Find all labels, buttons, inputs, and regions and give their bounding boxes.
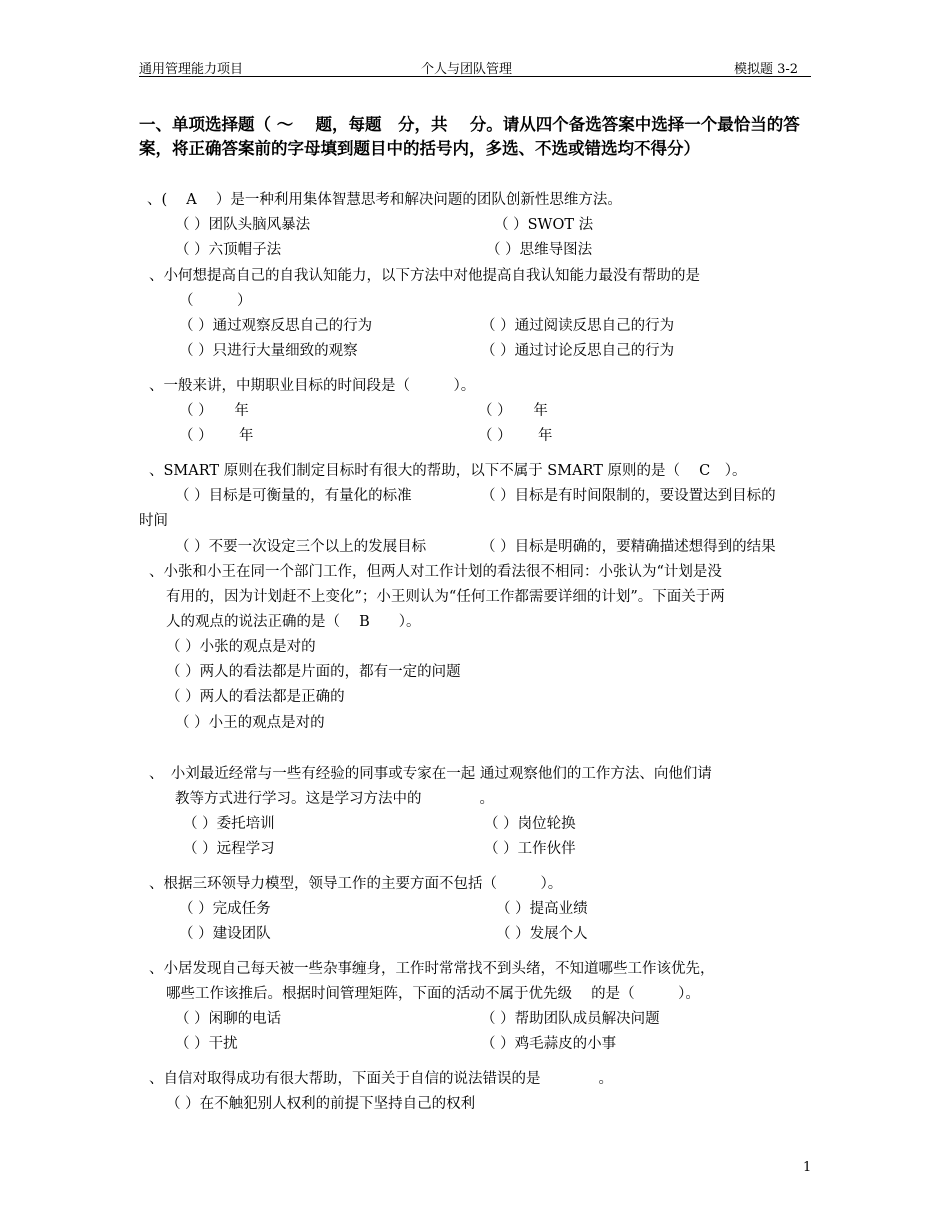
option-a: （ ）完成任务 (179, 901, 271, 917)
option-c: （ ）不要一次设定三个以上的发展目标 (175, 539, 427, 555)
option-a: （ ）在不触犯别人权利的前提下坚持自己的权利 (166, 1096, 476, 1112)
question-stem-cont: 人的观点的说法正确的是（ B ）。 (166, 614, 421, 630)
option-a: （ ）小张的观点是对的 (166, 639, 316, 655)
option-c: （ ）干扰 (175, 1036, 238, 1052)
question-stem: 、小张和小王在同一个部门工作，但两人对工作计划的看法很不相同：小张认为“计划是没 (149, 564, 722, 580)
option-d: （ ） 年 (478, 428, 553, 444)
option-c: （ ）远程学习 (183, 841, 275, 857)
question-stem: 、( A ）是一种利用集体智慧思考和解决问题的团队创新性思维方法。 (147, 192, 622, 208)
header-right: 模拟题 3-2 (734, 62, 799, 77)
option-d: （ ）工作伙伴 (484, 841, 576, 857)
option-b: （ ）岗位轮换 (484, 816, 576, 832)
question-stem-cont: 教等方式进行学习。这是学习方法中的 。 (175, 791, 494, 807)
question-stem: 、小何想提高自己的自我认知能力，以下方法中对他提高自我认知能力最没有帮助的是 (149, 268, 700, 284)
option-b: （ ）帮助团队成员解决问题 (481, 1011, 660, 1027)
option-d: （ ）发展个人 (496, 926, 588, 942)
option-d: （ ）鸡毛蒜皮的小事 (481, 1036, 617, 1052)
option-b-cont: 时间 (139, 513, 168, 529)
option-b: （ ）提高业绩 (496, 901, 588, 917)
option-d: （ ）思维导图法 (486, 242, 593, 258)
header-center: 个人与团队管理 (421, 62, 513, 77)
option-a: （ ）目标是可衡量的，有量化的标准 (175, 488, 412, 504)
question-stem: 、SMART 原则在我们制定目标时有很大的帮助，以下不属于 SMART 原则的是（ C ）。 (149, 463, 747, 479)
option-a: （ ）团队头脑风暴法 (175, 217, 311, 233)
question-stem: 、 小刘最近经常与一些有经验的同事或专家在一起 通过观察他们的工作方法、向他们请 (149, 766, 712, 782)
option-b: （ ） 年 (478, 403, 548, 419)
header-rule (139, 76, 811, 77)
option-a: （ ） 年 (179, 403, 249, 419)
option-b: （ ）SWOT 法 (494, 217, 594, 233)
option-c: （ ）只进行大量细致的观察 (179, 343, 358, 359)
option-c: （ ） 年 (179, 428, 254, 444)
page-number: 1 (803, 1160, 812, 1175)
option-d: （ ）通过讨论反思自己的行为 (481, 343, 675, 359)
question-stem-cont: 有用的，因为计划赶不上变化”；小王则认为“任何工作都需要详细的计划”。下面关于两 (166, 589, 725, 605)
question-stem: 、一般来讲，中期职业目标的时间段是（ ）。 (149, 378, 476, 394)
option-d: （ ）目标是明确的，要精确描述想得到的结果 (481, 539, 776, 555)
option-a: （ ）委托培训 (183, 816, 275, 832)
header-left: 通用管理能力项目 (139, 62, 244, 77)
question-stem-cont: （ ） (179, 293, 252, 309)
option-c: （ ）建设团队 (179, 926, 271, 942)
option-b: （ ）两人的看法都是片面的，都有一定的问题 (166, 664, 461, 680)
question-stem: 、自信对取得成功有很大帮助，下面关于自信的说法错误的是 。 (149, 1071, 613, 1087)
option-b: （ ）目标是有时间限制的，要设置达到目标的 (481, 488, 776, 504)
option-b: （ ）通过阅读反思自己的行为 (481, 318, 675, 334)
option-a: （ ）通过观察反思自己的行为 (179, 318, 373, 334)
option-a: （ ）闲聊的电话 (175, 1011, 282, 1027)
question-stem-cont: 哪些工作该推后。根据时间管理矩阵，下面的活动不属于优先级 的是（ ）。 (166, 986, 700, 1002)
option-c: （ ）六顶帽子法 (175, 242, 282, 258)
question-stem: 、根据三环领导力模型，领导工作的主要方面不包括（ ）。 (149, 876, 563, 892)
option-d: （ ）小王的观点是对的 (175, 715, 325, 731)
option-c: （ ）两人的看法都是正确的 (166, 689, 345, 705)
section-title: 一、单项选择题（ ～ 题，每题 分，共 分。请从四个备选答案中选择一个最恰当的答案，将正确答案前的字母填到题目中的括号内，多选、不选或错选均不得分） (139, 115, 800, 158)
question-stem: 、小居发现自己每天被一些杂事缠身，工作时常常找不到头绪，不知道哪些工作该优先， (149, 961, 715, 977)
